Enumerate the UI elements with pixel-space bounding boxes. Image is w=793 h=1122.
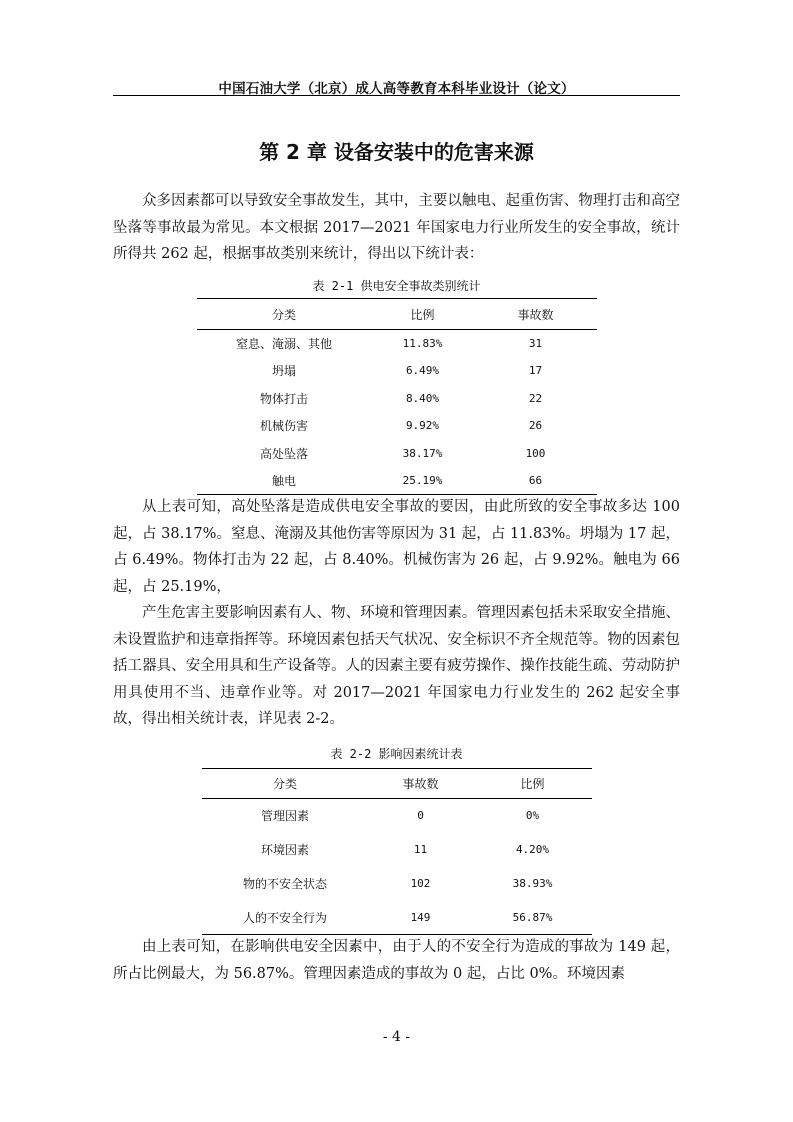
cell-category: 坍塌 bbox=[271, 364, 296, 379]
table-row bbox=[202, 833, 592, 867]
column-header-category: 分类 bbox=[202, 769, 368, 799]
running-header: 中国石油大学（北京）成人高等教育本科毕业设计（论文） bbox=[218, 81, 575, 97]
table-row bbox=[197, 385, 597, 413]
cell-count: 26 bbox=[528, 419, 543, 433]
paragraph-intro: 众多因素都可以导致安全事故发生，其中，主要以触电、起重伤害、物理打击和高空坠落等事故最为常见。本文根据 2017—2021 年国家电力行业所发生的安全事故，统计所得共 262 起，根据事故类别来统计，得出以下统计表： bbox=[113, 193, 680, 263]
cell-category: 触电 bbox=[197, 467, 371, 495]
cell-category: 管理因素 bbox=[260, 809, 309, 824]
cell-count: 0 bbox=[417, 809, 424, 823]
cell-ratio: 9.92% bbox=[405, 419, 440, 433]
paragraph-factors: 产生危害主要影响因素有人、物、环境和管理因素。管理因素包括未采取安全措施、未设置监护和违章指挥等。环境因素包括天气状况、安全标识不齐全规范等。物的因素包括工器具、安全用具和生产设备等。人的因素主要有疲劳操作、操作技能生疏、劳动防护用具使用不当、违章作业等。对 2017—2021 年国家电力行业发生的 262 起安全事故，得出相关统计表，详见表 2-2。 bbox=[113, 605, 680, 728]
cell-category: 高处坠落 bbox=[259, 446, 308, 461]
column-header-ratio: 比例 bbox=[371, 299, 474, 330]
table2-caption: 表 2-2 影响因素统计表 bbox=[330, 747, 463, 761]
table1-caption: 表 2-1 供电安全事故类别统计 bbox=[312, 279, 481, 293]
cell-category: 机械伤害 bbox=[259, 419, 308, 434]
cell-ratio: 25.19% bbox=[371, 467, 474, 495]
paragraph-table2-analysis: 由上表可知，在影响供电安全因素中，由于人的不安全行为造成的事故为 149 起，所占比例最大，为 56.87%。管理因素造成的事故为 0 起，占比 0%。环境因素 bbox=[113, 939, 680, 982]
column-header-count: 事故数 bbox=[368, 769, 473, 799]
cell-ratio: 38.17% bbox=[402, 446, 443, 460]
cell-count: 149 bbox=[368, 901, 473, 935]
cell-ratio: 11.83% bbox=[402, 337, 443, 350]
cell-ratio: 38.93% bbox=[512, 877, 553, 890]
cell-ratio: 8.40% bbox=[405, 391, 440, 405]
cell-category: 物的不安全状态 bbox=[242, 877, 327, 891]
column-header-count: 事故数 bbox=[474, 299, 597, 330]
column-header-ratio: 比例 bbox=[473, 769, 592, 799]
table-row bbox=[197, 412, 597, 440]
influence-factor-table bbox=[202, 768, 592, 935]
column-header-category: 分类 bbox=[197, 299, 371, 330]
cell-count: 17 bbox=[528, 364, 543, 378]
table-row bbox=[197, 440, 597, 468]
table-header-row bbox=[197, 299, 597, 330]
table-row bbox=[202, 901, 592, 935]
cell-ratio: 0% bbox=[525, 809, 540, 823]
cell-ratio: 4.20% bbox=[515, 843, 550, 856]
cell-ratio: 56.87% bbox=[473, 901, 592, 935]
cell-count: 31 bbox=[528, 337, 543, 350]
table-row bbox=[202, 799, 592, 833]
accident-category-table bbox=[197, 298, 597, 495]
cell-category: 人的不安全行为 bbox=[202, 901, 368, 935]
cell-count: 100 bbox=[525, 446, 546, 460]
cell-ratio: 6.49% bbox=[405, 364, 440, 378]
table-row bbox=[202, 867, 592, 901]
cell-count: 22 bbox=[528, 391, 543, 405]
paragraph-table1-analysis: 从上表可知，高处坠落是造成供电安全事故的要因，由此所致的安全事故多达 100 起，占 38.17%。窒息、淹溺及其他伤害等原因为 31 起，占 11.83%。坍塌为 17 起，占 6.49%。物体打击为 22 起，占 8.40%。机械伤害为 26 起，占 9.92%。触电为 66 起，占 25.19%， bbox=[113, 499, 680, 595]
chapter-title: 第 2 章 设备安装中的危害来源 bbox=[259, 140, 534, 164]
table-row bbox=[197, 330, 597, 358]
cell-count: 66 bbox=[474, 467, 597, 495]
header-rule bbox=[113, 95, 680, 96]
table-row bbox=[197, 467, 597, 495]
table-row bbox=[197, 357, 597, 385]
cell-count: 102 bbox=[410, 877, 431, 890]
table-header-row bbox=[202, 769, 592, 799]
cell-category: 环境因素 bbox=[260, 843, 309, 857]
cell-category: 窒息、淹溺、其他 bbox=[235, 337, 332, 351]
cell-count: 11 bbox=[413, 843, 428, 856]
page-number: - 4 - bbox=[382, 1029, 411, 1045]
cell-category: 物体打击 bbox=[259, 391, 308, 406]
